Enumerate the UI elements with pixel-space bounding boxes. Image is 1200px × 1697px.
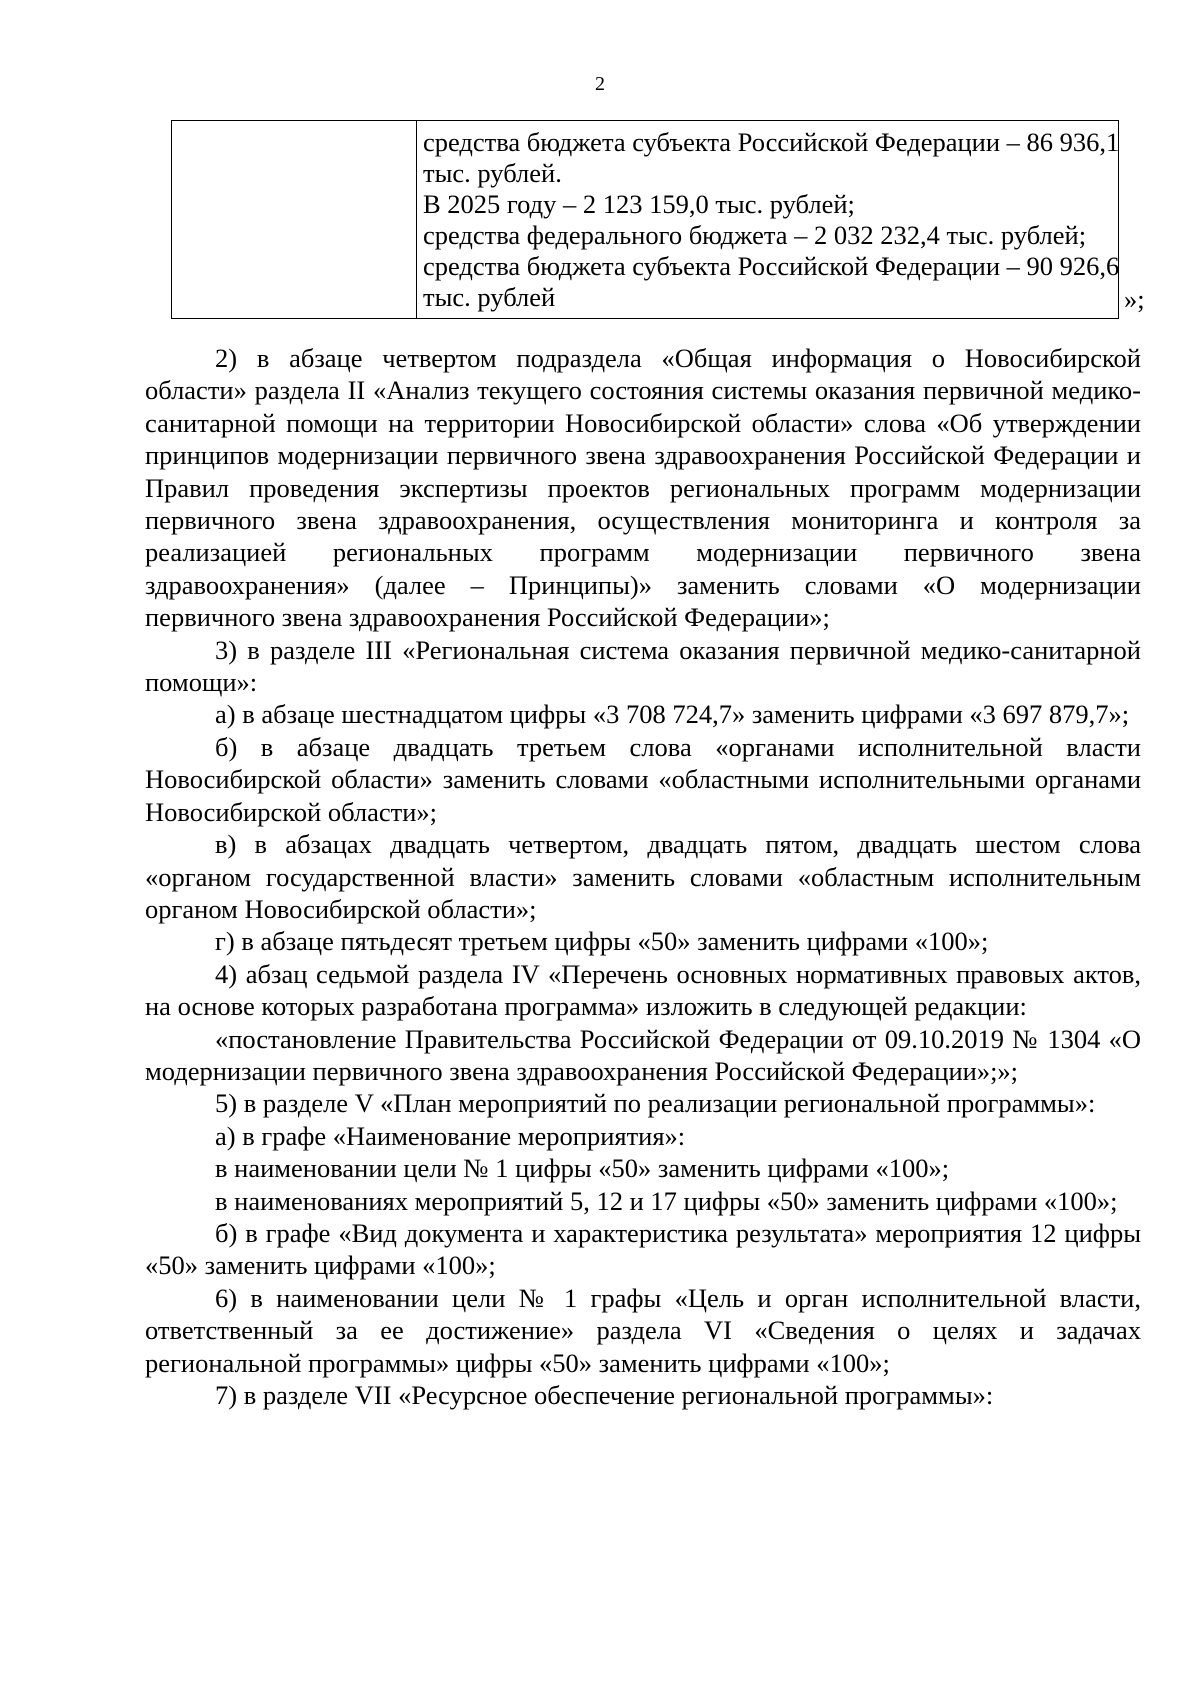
table-line: тыс. рублей. — [423, 158, 562, 188]
paragraph-item-7: 7) в разделе VII «Ресурсное обеспечение региональной программы»: — [215, 1380, 994, 1410]
paragraph-item-4: 4) абзац седьмой раздела IV «Перечень основных нормативных правовых актов, на основе которых разработана программа» изложить в следующей редакции: — [145, 958, 1141, 1022]
paragraph-item-5: 5) в разделе V «План мероприятий по реализации региональной программы»: — [215, 1088, 1096, 1119]
table-closing-mark: »; — [1124, 284, 1145, 314]
table-cell-right — [417, 121, 1119, 319]
paragraph-item-3c: в) в абзацах двадцать четвертом, двадцать пятом, двадцать шестом слова «органом государственной власти» заменить словами «областным исполнительным органом Новосибирской области»; — [145, 829, 1141, 924]
table-line: средства федерального бюджета – 2 032 232,4 тыс. рублей; — [423, 220, 1087, 250]
paragraph-item-5b: б) в графе «Вид документа и характеристика результата» мероприятия 12 цифры «50» заменить цифрами «100»; — [145, 1217, 1141, 1281]
paragraph-item-3d: г) в абзаце пятьдесят третьем цифры «50» заменить цифрами «100»; — [215, 926, 989, 957]
paragraph-item-6: 6) в наименовании цели № 1 графы «Цель и орган исполнительной власти, ответственный за ее достижение» раздела VI «Сведения о целях и задачах региональной программы» цифры «50» заменить цифрами «100»; — [145, 1282, 1141, 1378]
paragraph-item-5a-goal: в наименовании цели № 1 цифры «50» заменить цифрами «100»; — [215, 1153, 950, 1184]
table-line: средства бюджета субъекта Российской Федерации – 90 926,6 — [423, 251, 1120, 281]
paragraph-item-4-quote: «постановление Правительства Российской Федерации от 09.10.2019 № 1304 «О модернизации первичного звена здравоохранения Российской Федерации»;»; — [145, 1023, 1141, 1086]
amendments-text — [145, 342, 1141, 1411]
table-line: тыс. рублей — [423, 282, 556, 312]
paragraph-item-3b: б) в абзаце двадцать третьем слова «органами исполнительной власти Новосибирской области» заменить словами «областными исполнительными органами Новосибирской области»; — [145, 731, 1141, 827]
paragraph-item-2: 2) в абзаце четвертом подраздела «Общая информация о Новосибирской области» раздела II «Анализ текущего состояния системы оказания первичной медико-санитарной помощи на территории Новосибирской области» слова «Об утверждении принципов модернизации первичного звена здравоохранения Российской Федерации и Правил проведения экспертизы проектов региональных программ модернизации первичного звена здравоохранения, осуществления мониторинга и контроля за реализацией региональных программ модернизации первичного звена здравоохранения» (далее – Принципы)» заменить словами «О модернизации первичного звена здравоохранения Российской Федерации»; — [145, 343, 1141, 633]
paragraph-item-3a: а) в абзаце шестнадцатом цифры «3 708 724,7» заменить цифрами «3 697 879,7»; — [215, 699, 1130, 730]
continuation-table — [171, 120, 1119, 319]
paragraph-item-3: 3) в разделе III «Региональная система оказания первичной медико-санитарной помощи»: — [145, 634, 1141, 698]
page-number: 2 — [595, 73, 605, 95]
table-line: средства бюджета субъекта Российской Федерации – 86 936,1 — [423, 127, 1120, 157]
paragraph-item-5a-activities: в наименованиях мероприятий 5, 12 и 17 цифры «50» заменить цифрами «100»; — [215, 1185, 1118, 1216]
table-cell-left — [172, 121, 417, 319]
paragraph-item-5a: а) в графе «Наименование мероприятия»: — [215, 1120, 686, 1151]
table-row — [172, 121, 1119, 319]
table-line: В 2025 году – 2 123 159,0 тыс. рублей; — [423, 189, 855, 219]
